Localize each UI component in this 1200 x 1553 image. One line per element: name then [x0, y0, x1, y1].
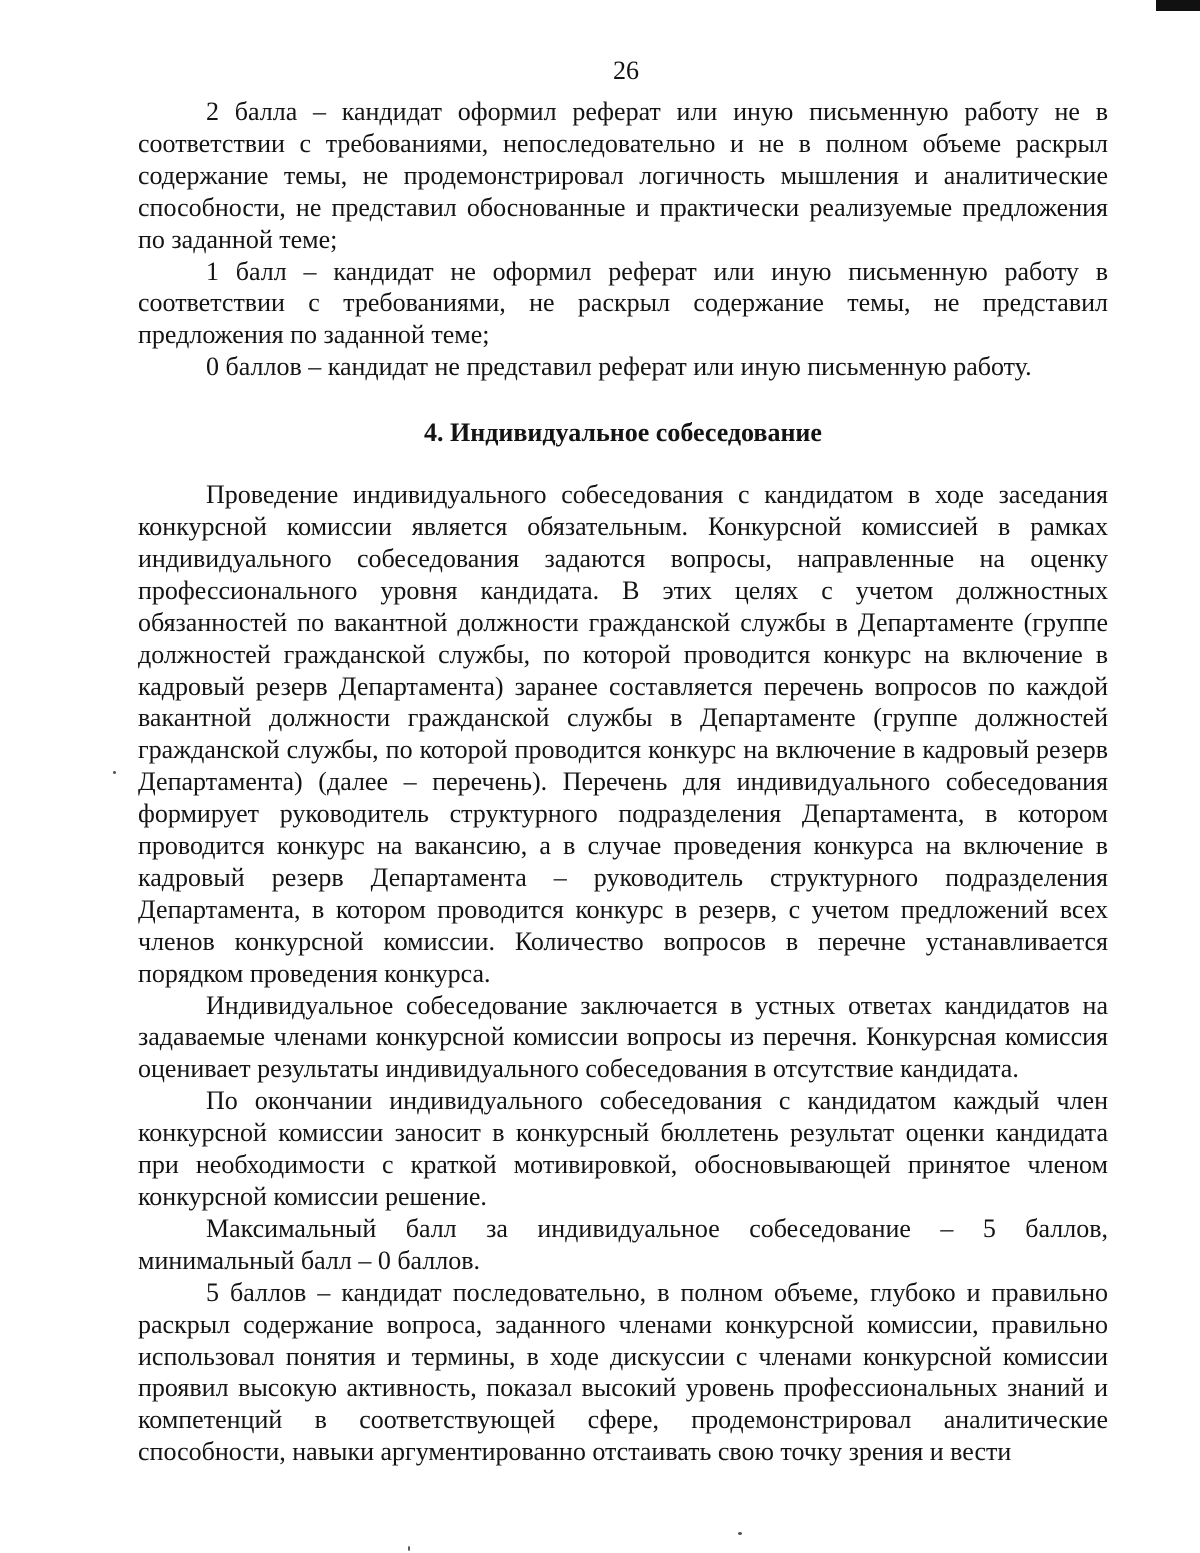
scan-speck: [408, 1546, 410, 1551]
paragraph-score-1: 1 балл – кандидат не оформил реферат или иную письменную работу в соответствии с требованиями, не раскрыл содержание темы, не представил предложения по заданной теме;: [138, 256, 1108, 350]
paragraph-interview-answers: Индивидуальное собеседование заключается в устных ответах кандидатов на задаваемые членами конкурсной комиссии вопросы из перечня. Конкурсная комиссия оценивает результаты индивидуального собеседования в отсутствие кандидата.: [138, 990, 1108, 1084]
scan-speck: [113, 771, 116, 774]
scan-speck: [738, 1532, 742, 1535]
paragraph-score-2: 2 балла – кандидат оформил реферат или иную письменную работу не в соответствии с требованиями, непоследовательно и не в полном объеме раскрыл содержание темы, не продемонстрировал логичность мышления и аналитические способности, не представил обоснованные и практически реализуемые предложения по заданной теме;: [138, 97, 1108, 254]
paragraph-score-0: 0 баллов – кандидат не представил реферат или иную письменную работу.: [206, 352, 1032, 382]
paragraph-interview-procedure: Проведение индивидуального собеседования с кандидатом в ходе заседания конкурсной комиссии является обязательным. Конкурсной комиссией в рамках индивидуального собеседования задаются вопросы, направленные на оценку профессионального уровня кандидата. В этих целях с учетом должностных обязанностей по вакантной должности гражданской службы в Департаменте (группе должностей гражданской службы, по которой проводится конкурс на включение в кадровый резерв Департамента) заранее составляется перечень вопросов по каждой вакантной должности гражданской службы в Департаменте (группе должностей гражданской службы, по которой проводится конкурс на включение в кадровый резерв Департамента) (далее – перечень). Перечень для индивидуального собеседования формирует руководитель структурного подразделения Департамента, в котором проводится конкурс на вакансию, а в случае проведения конкурса на включение в кадровый резерв Департамента – руководитель структурного подразделения Департамента, в котором проводится конкурс в резерв, с учетом предложений всех членов конкурсной комиссии. Количество вопросов в перечне устанавливается порядком проведения конкурса.: [138, 480, 1108, 988]
paragraph-score-5: 5 баллов – кандидат последовательно, в полном объеме, глубоко и правильно раскрыл содержание вопроса, заданного членами конкурсной комиссии, правильно использовал понятия и термины, в ходе дискуссии с членами конкурсной комиссии проявил высокую активность, показал высокий уровень профессиональных знаний и компетенций в соответствующей сфере, продемонстрировал аналитические способности, навыки аргументированно отстаивать свою точку зрения и вести: [138, 1277, 1108, 1467]
paragraph-ballot: По окончании индивидуального собеседования с кандидатом каждый член конкурсной комиссии заносит в конкурсный бюллетень результат оценки кандидата при необходимости с краткой мотивировкой, обосновывающей принятое членом конкурсной комиссии решение.: [138, 1086, 1108, 1211]
scan-corner-mark: [1156, 0, 1200, 11]
paragraph-score-range: Максимальный балл за индивидуальное собеседование – 5 баллов, минимальный балл – 0 баллов.: [138, 1213, 1108, 1275]
document-body: [138, 96, 1108, 1468]
page-number: 26: [613, 56, 639, 85]
section-heading: 4. Индивидуальное собеседование: [424, 418, 822, 448]
